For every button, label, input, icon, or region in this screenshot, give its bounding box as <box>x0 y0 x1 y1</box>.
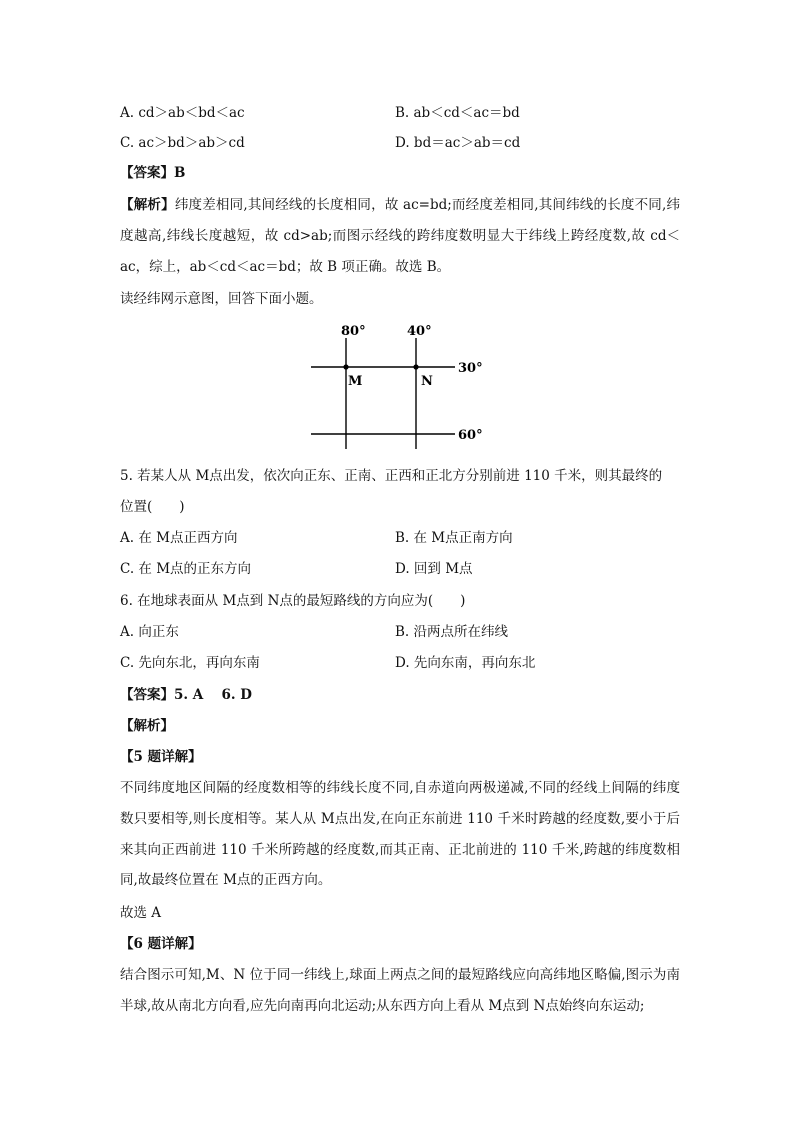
label-lon-80: 80° <box>341 324 366 339</box>
point-m-dot <box>343 364 348 369</box>
q6-stem: 6. 在地球表面从 M点到 N点的最短路线的方向应为( ) <box>120 593 466 609</box>
q4-analysis <box>120 190 680 282</box>
q5-stem-line1: 5. 若某人从 M点出发，依次向正东、正南、正西和正北方分别前进 110 千米，则其最终的 <box>120 468 663 484</box>
intro-text: 读经纬网示意图，回答下面小题。 <box>120 291 323 307</box>
q4-option-c: C. ac＞bd＞ab＞cd <box>120 135 245 151</box>
q5-option-c: C. 在 M点的正东方向 <box>120 561 252 577</box>
analysis-heading: 【解析】 <box>120 718 174 734</box>
answers-line: 【答案】5. A 6. D <box>120 687 252 703</box>
label-lat-30: 30° <box>458 361 483 376</box>
label-point-m: M <box>348 374 363 389</box>
q6-option-a: A. 向正东 <box>120 624 179 640</box>
q5-option-a: A. 在 M点正西方向 <box>120 530 238 546</box>
q5-option-d: D. 回到 M点 <box>395 561 473 577</box>
q4-option-b: B. ab＜cd＜ac＝bd <box>395 105 520 121</box>
q4-analysis-text: 纬度差相同,其间经线的长度相同，故 ac=bd;而经度差相同,其间纬线的长度不同,纬度越高,纬线长度越短，故 cd>ab;而图示经线的跨纬度数明显大于纬线上跨经度数,故 cd＜ac，综上，ab＜cd＜ac＝bd；故 B 项正确。故选 B。 <box>120 197 680 275</box>
q4-option-a: A. cd＞ab＜bd＜ac <box>120 105 245 121</box>
detail6-text: 结合图示可知,M、N 位于同一纬线上,球面上两点之间的最短路线应向高纬地区略偏,图示为南半球,故从南北方向看,应先向南再向北运动;从东西方向上看从 M点到 N点始终向东运动; <box>120 967 680 1014</box>
q4-answer: 【答案】B <box>120 165 186 181</box>
q4-analysis-label: 【解析】 <box>120 197 175 213</box>
label-lat-60: 60° <box>458 428 483 443</box>
q6-option-d: D. 先向东南，再向东北 <box>395 655 536 671</box>
q5-stem-line2: 位置( ) <box>120 499 185 515</box>
q5-option-b: B. 在 M点正南方向 <box>395 530 513 546</box>
detail5-conclusion: 故选 A <box>120 905 162 921</box>
detail5-heading: 【5 题详解】 <box>120 749 202 765</box>
detail6-heading: 【6 题详解】 <box>120 936 202 952</box>
detail5-text: 不同纬度地区间隔的经度数相等的纬线长度不同,自赤道向两极递减,不同的经线上间隔的纬度数只要相等,则长度相等。某人从 M点出发,在向正东前进 110 千米时跨越的经度数,要小于后来其向正西前进 110 千米所跨越的经度数,而其正南、正北前进的 110 千米,跨越的纬度数相同,故最终位置在 M点的正西方向。 <box>120 780 680 889</box>
q6-option-b: B. 沿两点所在纬线 <box>395 624 509 640</box>
latlon-grid-figure <box>305 316 495 454</box>
point-n-dot <box>413 364 418 369</box>
label-lon-40: 40° <box>407 324 432 339</box>
label-point-n: N <box>421 374 433 389</box>
q6-option-c: C. 先向东北，再向东南 <box>120 655 260 671</box>
q4-option-d: D. bd＝ac＞ab＝cd <box>395 135 521 151</box>
